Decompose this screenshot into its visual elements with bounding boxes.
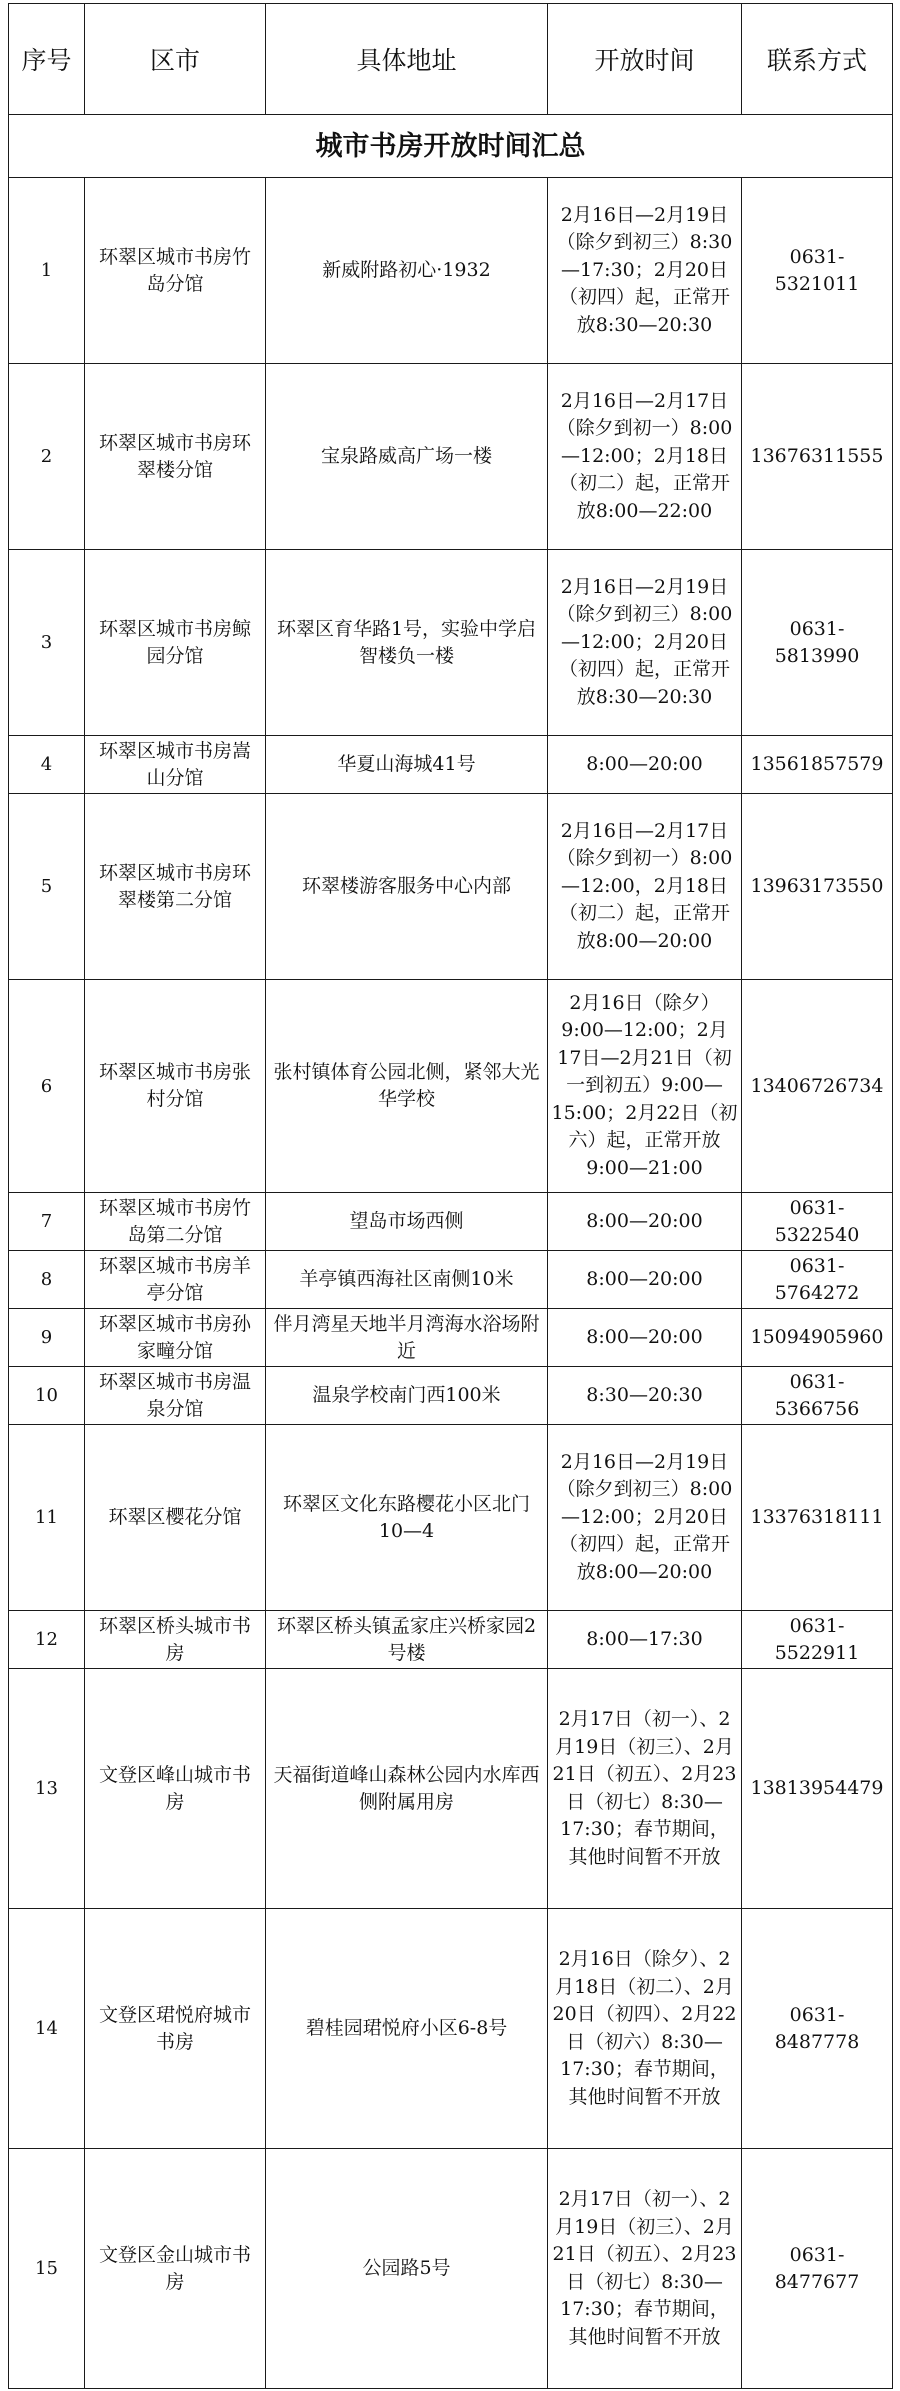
- cell-hours: 2月16日—2月19日（除夕到初三）8:30—17:30；2月20日（初四）起，正常开放8:30—20:30: [548, 178, 742, 364]
- cell-address: 环翠区文化东路樱花小区北门10—4: [266, 1425, 548, 1611]
- cell-hours: 8:00—20:00: [548, 1193, 742, 1251]
- cell-district: 环翠区城市书房环翠楼分馆: [85, 364, 266, 550]
- table-row: [9, 364, 893, 550]
- header-row: [9, 4, 893, 115]
- cell-hours: 8:00—17:30: [548, 1611, 742, 1669]
- cell-hours: 2月17日（初一）、2月19日（初三）、2月21日（初五）、2月23日（初七）8:30—17:30；春节期间，其他时间暂不开放: [548, 2149, 742, 2389]
- cell-contact: 0631-5321011: [742, 178, 893, 364]
- table-row: [9, 794, 893, 980]
- cell-district: 环翠区城市书房鲸园分馆: [85, 550, 266, 736]
- cell-contact: 0631-8477677: [742, 2149, 893, 2389]
- cell-no: 1: [9, 178, 85, 364]
- hours-summary-sheet: [8, 3, 892, 2389]
- header-hours: 开放时间: [548, 4, 742, 115]
- cell-contact: 0631-5813990: [742, 550, 893, 736]
- cell-contact: 15094905960: [742, 1309, 893, 1367]
- cell-district: 环翠区城市书房竹岛第二分馆: [85, 1193, 266, 1251]
- cell-address: 华夏山海城41号: [266, 736, 548, 794]
- cell-hours: 8:30—20:30: [548, 1367, 742, 1425]
- table-row: [9, 1425, 893, 1611]
- cell-address: 望岛市场西侧: [266, 1193, 548, 1251]
- cell-address: 温泉学校南门西100米: [266, 1367, 548, 1425]
- cell-address: 碧桂园珺悦府小区6-8号: [266, 1909, 548, 2149]
- cell-district: 环翠区城市书房温泉分馆: [85, 1367, 266, 1425]
- table-row: [9, 2149, 893, 2389]
- cell-district: 文登区峰山城市书房: [85, 1669, 266, 1909]
- cell-hours: 2月16日—2月17日（除夕到初一）8:00—12:00，2月18日（初二）起，正常开放8:00—20:00: [548, 794, 742, 980]
- cell-address: 宝泉路威高广场一楼: [266, 364, 548, 550]
- cell-district: 环翠区桥头城市书房: [85, 1611, 266, 1669]
- cell-address: 环翠楼游客服务中心内部: [266, 794, 548, 980]
- cell-district: 环翠区城市书房羊亭分馆: [85, 1251, 266, 1309]
- cell-district: 文登区珺悦府城市书房: [85, 1909, 266, 2149]
- cell-district: 环翠区城市书房嵩山分馆: [85, 736, 266, 794]
- cell-no: 5: [9, 794, 85, 980]
- cell-district: 文登区金山城市书房: [85, 2149, 266, 2389]
- cell-no: 8: [9, 1251, 85, 1309]
- title-row: [9, 115, 893, 178]
- table-row: [9, 1251, 893, 1309]
- cell-contact: 13376318111: [742, 1425, 893, 1611]
- table-row: [9, 1669, 893, 1909]
- cell-contact: 0631-5522911: [742, 1611, 893, 1669]
- cell-district: 环翠区城市书房张村分馆: [85, 980, 266, 1193]
- header-no: 序号: [9, 4, 85, 115]
- cell-address: 环翠区育华路1号，实验中学启智楼负一楼: [266, 550, 548, 736]
- table-row: [9, 980, 893, 1193]
- cell-no: 12: [9, 1611, 85, 1669]
- cell-hours: 2月17日（初一）、2月19日（初三）、2月21日（初五）、2月23日（初七）8:30—17:30；春节期间，其他时间暂不开放: [548, 1669, 742, 1909]
- cell-hours: 2月16日—2月19日（除夕到初三）8:00—12:00；2月20日（初四）起，正常开放8:00—20:00: [548, 1425, 742, 1611]
- cell-no: 15: [9, 2149, 85, 2389]
- cell-address: 公园路5号: [266, 2149, 548, 2389]
- opening-hours-table: [8, 3, 893, 2389]
- cell-hours: 2月16日—2月17日（除夕到初一）8:00—12:00；2月18日（初二）起，正常开放8:00—22:00: [548, 364, 742, 550]
- cell-contact: 0631-5366756: [742, 1367, 893, 1425]
- table-row: [9, 1309, 893, 1367]
- cell-district: 环翠区城市书房竹岛分馆: [85, 178, 266, 364]
- cell-contact: 13561857579: [742, 736, 893, 794]
- cell-no: 6: [9, 980, 85, 1193]
- table-row: [9, 550, 893, 736]
- table-row: [9, 1193, 893, 1251]
- cell-contact: 13813954479: [742, 1669, 893, 1909]
- cell-contact: 13676311555: [742, 364, 893, 550]
- cell-hours: 8:00—20:00: [548, 1309, 742, 1367]
- header-district: 区市: [85, 4, 266, 115]
- cell-no: 13: [9, 1669, 85, 1909]
- table-body: [9, 178, 893, 2389]
- cell-no: 7: [9, 1193, 85, 1251]
- cell-district: 环翠区城市书房环翠楼第二分馆: [85, 794, 266, 980]
- table-row: [9, 736, 893, 794]
- cell-contact: 13963173550: [742, 794, 893, 980]
- cell-hours: 8:00—20:00: [548, 1251, 742, 1309]
- table-row: [9, 178, 893, 364]
- cell-address: 羊亭镇西海社区南侧10米: [266, 1251, 548, 1309]
- cell-hours: 8:00—20:00: [548, 736, 742, 794]
- header-address: 具体地址: [266, 4, 548, 115]
- header-contact: 联系方式: [742, 4, 893, 115]
- cell-no: 10: [9, 1367, 85, 1425]
- cell-hours: 2月16日（除夕）9:00—12:00；2月17日—2月21日（初一到初五）9:00—15:00；2月22日（初六）起，正常开放9:00—21:00: [548, 980, 742, 1193]
- cell-address: 环翠区桥头镇孟家庄兴桥家园2号楼: [266, 1611, 548, 1669]
- cell-contact: 13406726734: [742, 980, 893, 1193]
- table-title: 城市书房开放时间汇总: [9, 115, 893, 178]
- cell-district: 环翠区城市书房孙家疃分馆: [85, 1309, 266, 1367]
- cell-no: 2: [9, 364, 85, 550]
- table-row: [9, 1367, 893, 1425]
- cell-contact: 0631-5764272: [742, 1251, 893, 1309]
- cell-contact: 0631-5322540: [742, 1193, 893, 1251]
- cell-no: 14: [9, 1909, 85, 2149]
- cell-address: 伴月湾星天地半月湾海水浴场附近: [266, 1309, 548, 1367]
- cell-address: 新威附路初心·1932: [266, 178, 548, 364]
- cell-no: 3: [9, 550, 85, 736]
- cell-hours: 2月16日（除夕）、2月18日（初二）、2月20日（初四）、2月22日（初六）8:30—17:30；春节期间，其他时间暂不开放: [548, 1909, 742, 2149]
- cell-district: 环翠区樱花分馆: [85, 1425, 266, 1611]
- cell-hours: 2月16日—2月19日（除夕到初三）8:00—12:00；2月20日（初四）起，正常开放8:30—20:30: [548, 550, 742, 736]
- cell-no: 9: [9, 1309, 85, 1367]
- cell-contact: 0631-8487778: [742, 1909, 893, 2149]
- table-row: [9, 1909, 893, 2149]
- cell-address: 天福街道峰山森林公园内水库西侧附属用房: [266, 1669, 548, 1909]
- cell-no: 4: [9, 736, 85, 794]
- cell-address: 张村镇体育公园北侧，紧邻大光华学校: [266, 980, 548, 1193]
- table-row: [9, 1611, 893, 1669]
- cell-no: 11: [9, 1425, 85, 1611]
